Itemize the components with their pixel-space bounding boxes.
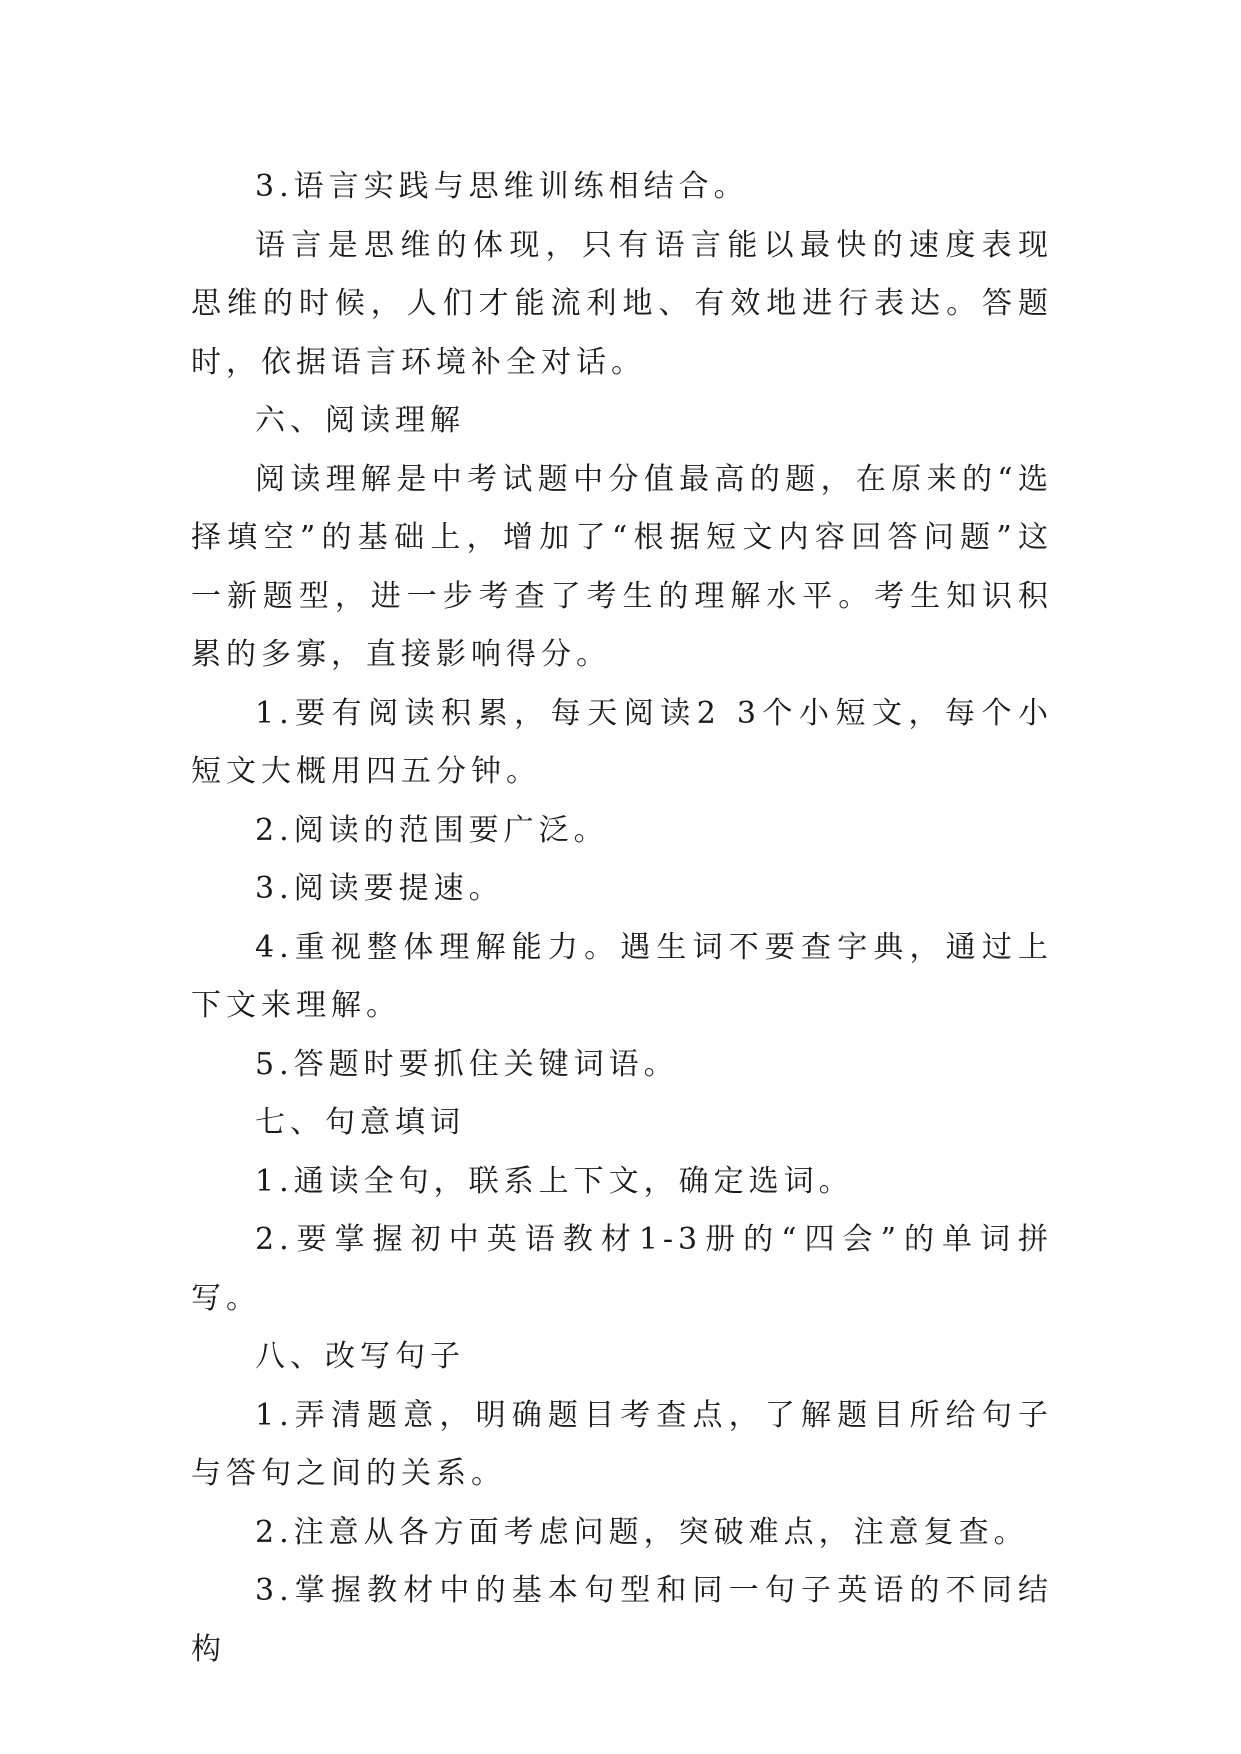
paragraph-language-thinking: 语言是思维的体现，只有语言能以最快的速度表现思维的时候，人们才能流利地、有效地进行表达。答题时，依据语言环境补全对话。 [191,227,1053,380]
list-item-reading-5: 5.答题时要抓住关键词语。 [255,1046,679,1082]
list-item-rewrite-3: 3.掌握教材中的基本句型和同一句子英语的不同结构 [191,1573,1053,1667]
document-body [191,158,1053,1679]
list-item-word-fill-2: 2.要掌握初中英语教材1-3册的“四会”的单词拼写。 [191,1222,1053,1316]
paragraph-item-3-practice-thinking: 3.语言实践与思维训练相结合。 [255,169,749,204]
paragraph-reading-intro: 阅读理解是中考试题中分值最高的题，在原来的“选择填空”的基础上，增加了“根据短文内容回答问题”这一新题型，进一步考查了考生的理解水平。考生知识积累的多寡，直接影响得分。 [191,461,1053,672]
list-item-rewrite-1: 1.弄清题意，明确题目考查点，了解题目所给句子与答句之间的关系。 [191,1397,1053,1491]
list-item-word-fill-1: 1.通读全句，联系上下文，确定选词。 [255,1163,854,1199]
section-heading-rewrite-sentences: 八、改写句子 [255,1339,465,1374]
list-item-reading-3: 3.阅读要提速。 [255,871,504,906]
list-item-reading-1: 1.要有阅读积累，每天阅读2 3个小短文，每个小短文大概用四五分钟。 [191,695,1053,789]
section-heading-reading-comprehension: 六、阅读理解 [255,403,465,438]
section-heading-word-fill: 七、句意填词 [255,1105,465,1140]
list-item-rewrite-2: 2.注意从各方面考虑问题，突破难点，注意复查。 [255,1514,1029,1550]
list-item-reading-2: 2.阅读的范围要广泛。 [255,812,609,848]
list-item-reading-4: 4.重视整体理解能力。遇生词不要查字典，通过上下文来理解。 [191,929,1053,1023]
